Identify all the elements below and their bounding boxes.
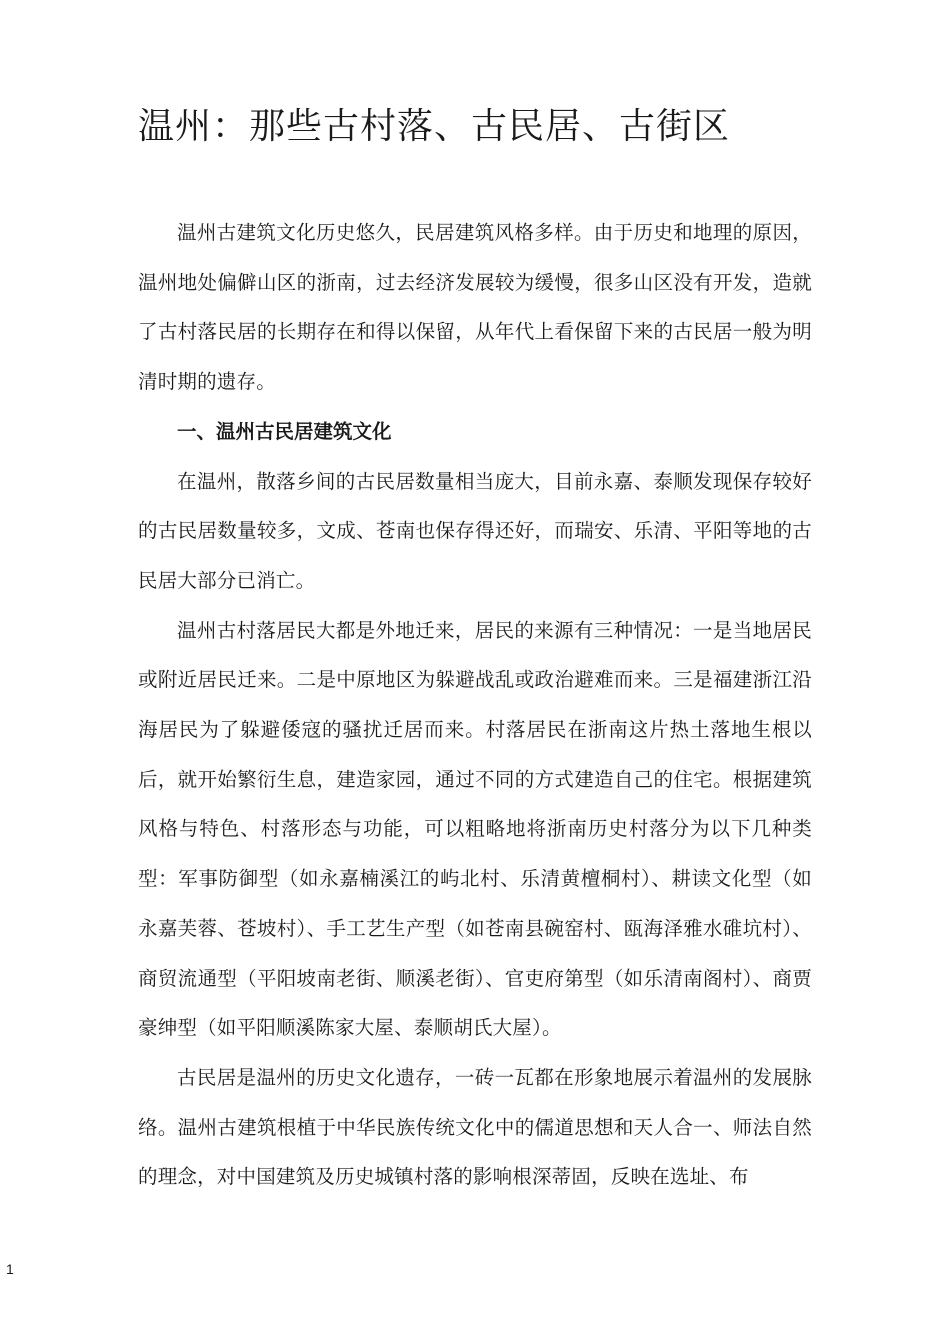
page-number: 1 xyxy=(6,1261,14,1277)
section-paragraph: 温州古村落居民大都是外地迁来，居民的来源有三种情况：一是当地居民或附近居民迁来。二是中原地区为躲避战乱或政治避难而来。三是福建浙江沿海居民为了躲避倭寇的骚扰迁居而来。村落居民在浙南这片热土落地生根以后，就开始繁衍生息，建造家园，通过不同的方式建造自己的住宅。根据建筑风格与特色、村落形态与功能，可以粗略地将浙南历史村落分为以下几种类型：军事防御型（如永嘉楠溪江的屿北村、乐清黄檀桐村）、耕读文化型（如永嘉芙蓉、苍坡村）、手工艺生产型（如苍南县碗窑村、瓯海泽雅水碓坑村）、商贸流通型（平阳坡南老街、顺溪老街）、官吏府第型（如乐清南阁村）、商贾豪绅型（如平阳顺溪陈家大屋、泰顺胡氏大屋）。 xyxy=(138,618,812,1040)
section-heading: 一、温州古民居建筑文化 xyxy=(177,419,392,443)
intro-paragraph: 温州古建筑文化历史悠久，民居建筑风格多样。由于历史和地理的原因，温州地处偏僻山区的浙南，过去经济发展较为缓慢，很多山区没有开发，造就了古村落民居的长期存在和得以保留，从年代上看保留下来的古民居一般为明清时期的遗存。 xyxy=(138,221,812,394)
section-paragraph: 古民居是温州的历史文化遗存，一砖一瓦都在形象地展示着温州的发展脉络。温州古建筑根植于中华民族传统文化中的儒道思想和天人合一、师法自然的理念，对中国建筑及历史城镇村落的影响根深蒂固，反映在选址、布 xyxy=(138,1065,812,1189)
document-body xyxy=(138,208,812,1202)
section-paragraph: 在温州，散落乡间的古民居数量相当庞大，目前永嘉、泰顺发现保存较好的古民居数量较多，文成、苍南也保存得还好，而瑞安、乐清、平阳等地的古民居大部分已消亡。 xyxy=(138,469,812,592)
document-title: 温州：那些古村落、古民居、古街区 xyxy=(138,106,731,147)
